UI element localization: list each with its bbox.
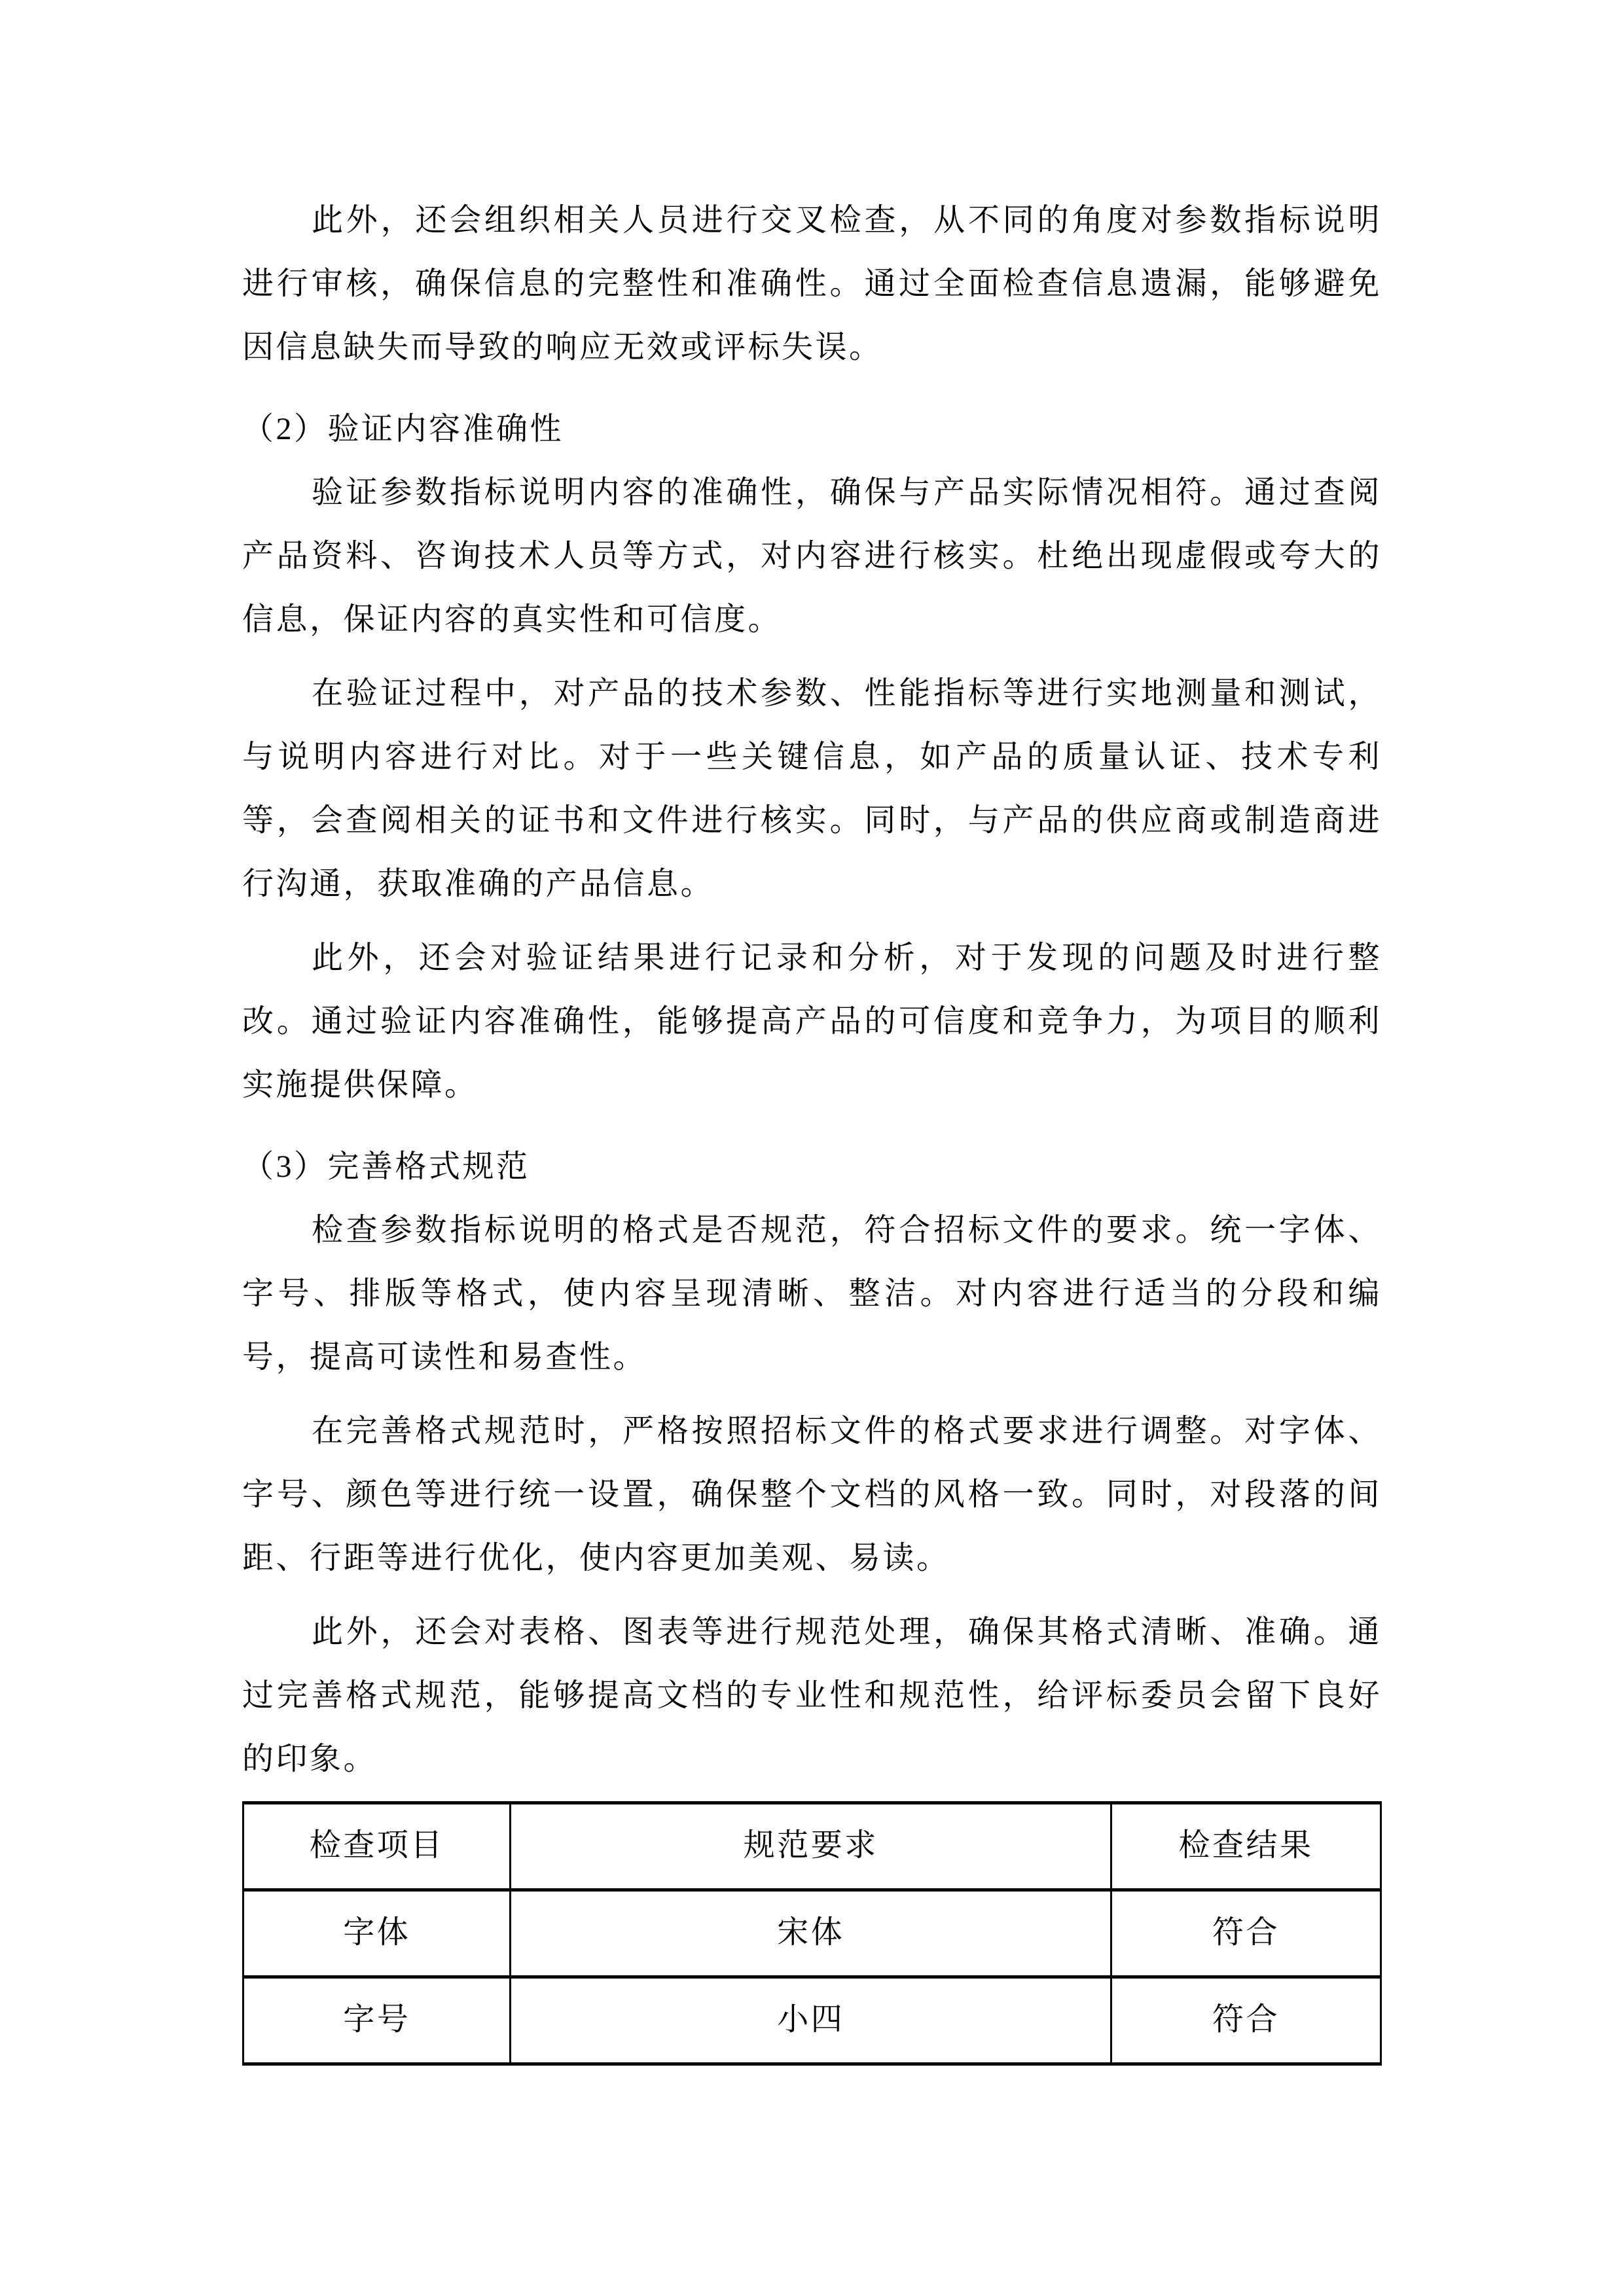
section-heading-2-verify-accuracy: （2）验证内容准确性 [242,412,564,446]
cell-item-font-size: 字号 [244,1977,511,2064]
table-row-font-size [244,1977,1381,2064]
cell-requirement-font: 宋体 [511,1890,1111,1977]
section-heading-3-format-standard: （3）完善格式规范 [242,1149,530,1184]
cell-requirement-font-size: 小四 [511,1977,1111,2064]
body-paragraph-cross-check: 此外，还会组织相关人员进行交叉检查，从不同的角度对参数指标说明进行审核，确保信息的完整性和准确性。通过全面检查信息遗漏，能够避免因信息缺失而导致的响应无效或评标失误。 [242,203,1382,365]
body-paragraph-verify-intro: 验证参数指标说明内容的准确性，确保与产品实际情况相符。通过查阅产品资料、咨询技术人员等方式，对内容进行核实。杜绝出现虚假或夸大的信息，保证内容的真实性和可信度。 [242,475,1382,637]
format-check-table [242,1801,1382,2066]
body-paragraph-verify-record: 此外，还会对验证结果进行记录和分析，对于发现的问题及时进行整改。通过验证内容准确性，能够提高产品的可信度和竞争力，为项目的顺利实施提供保障。 [242,941,1382,1102]
cell-item-font: 字体 [244,1890,511,1977]
cell-result-font-size: 符合 [1111,1977,1381,2064]
table-header-requirement: 规范要求 [511,1803,1111,1890]
table-header-check-result: 检查结果 [1111,1803,1381,1890]
table-header-check-item: 检查项目 [244,1803,511,1890]
cell-result-font: 符合 [1111,1890,1381,1977]
body-paragraph-verify-process: 在验证过程中，对产品的技术参数、性能指标等进行实地测量和测试，与说明内容进行对比。对于一些关键信息，如产品的质量认证、技术专利等，会查阅相关的证书和文件进行核实。同时，与产品的供应商或制造商进行沟通，获取准确的产品信息。 [242,676,1382,901]
table-row-font [244,1890,1381,1977]
body-paragraph-format-adjust: 在完善格式规范时，严格按照招标文件的格式要求进行调整。对字体、字号、颜色等进行统一设置，确保整个文档的风格一致。同时，对段落的间距、行距等进行优化，使内容更加美观、易读。 [242,1414,1382,1575]
table-header-row [244,1803,1381,1890]
body-paragraph-format-check: 检查参数指标说明的格式是否规范，符合招标文件的要求。统一字体、字号、排版等格式，使内容呈现清晰、整洁。对内容进行适当的分段和编号，提高可读性和易查性。 [242,1213,1382,1374]
body-paragraph-format-tables: 此外，还会对表格、图表等进行规范处理，确保其格式清晰、准确。通过完善格式规范，能够提高文档的专业性和规范性，给评标委员会留下良好的印象。 [242,1615,1382,1776]
